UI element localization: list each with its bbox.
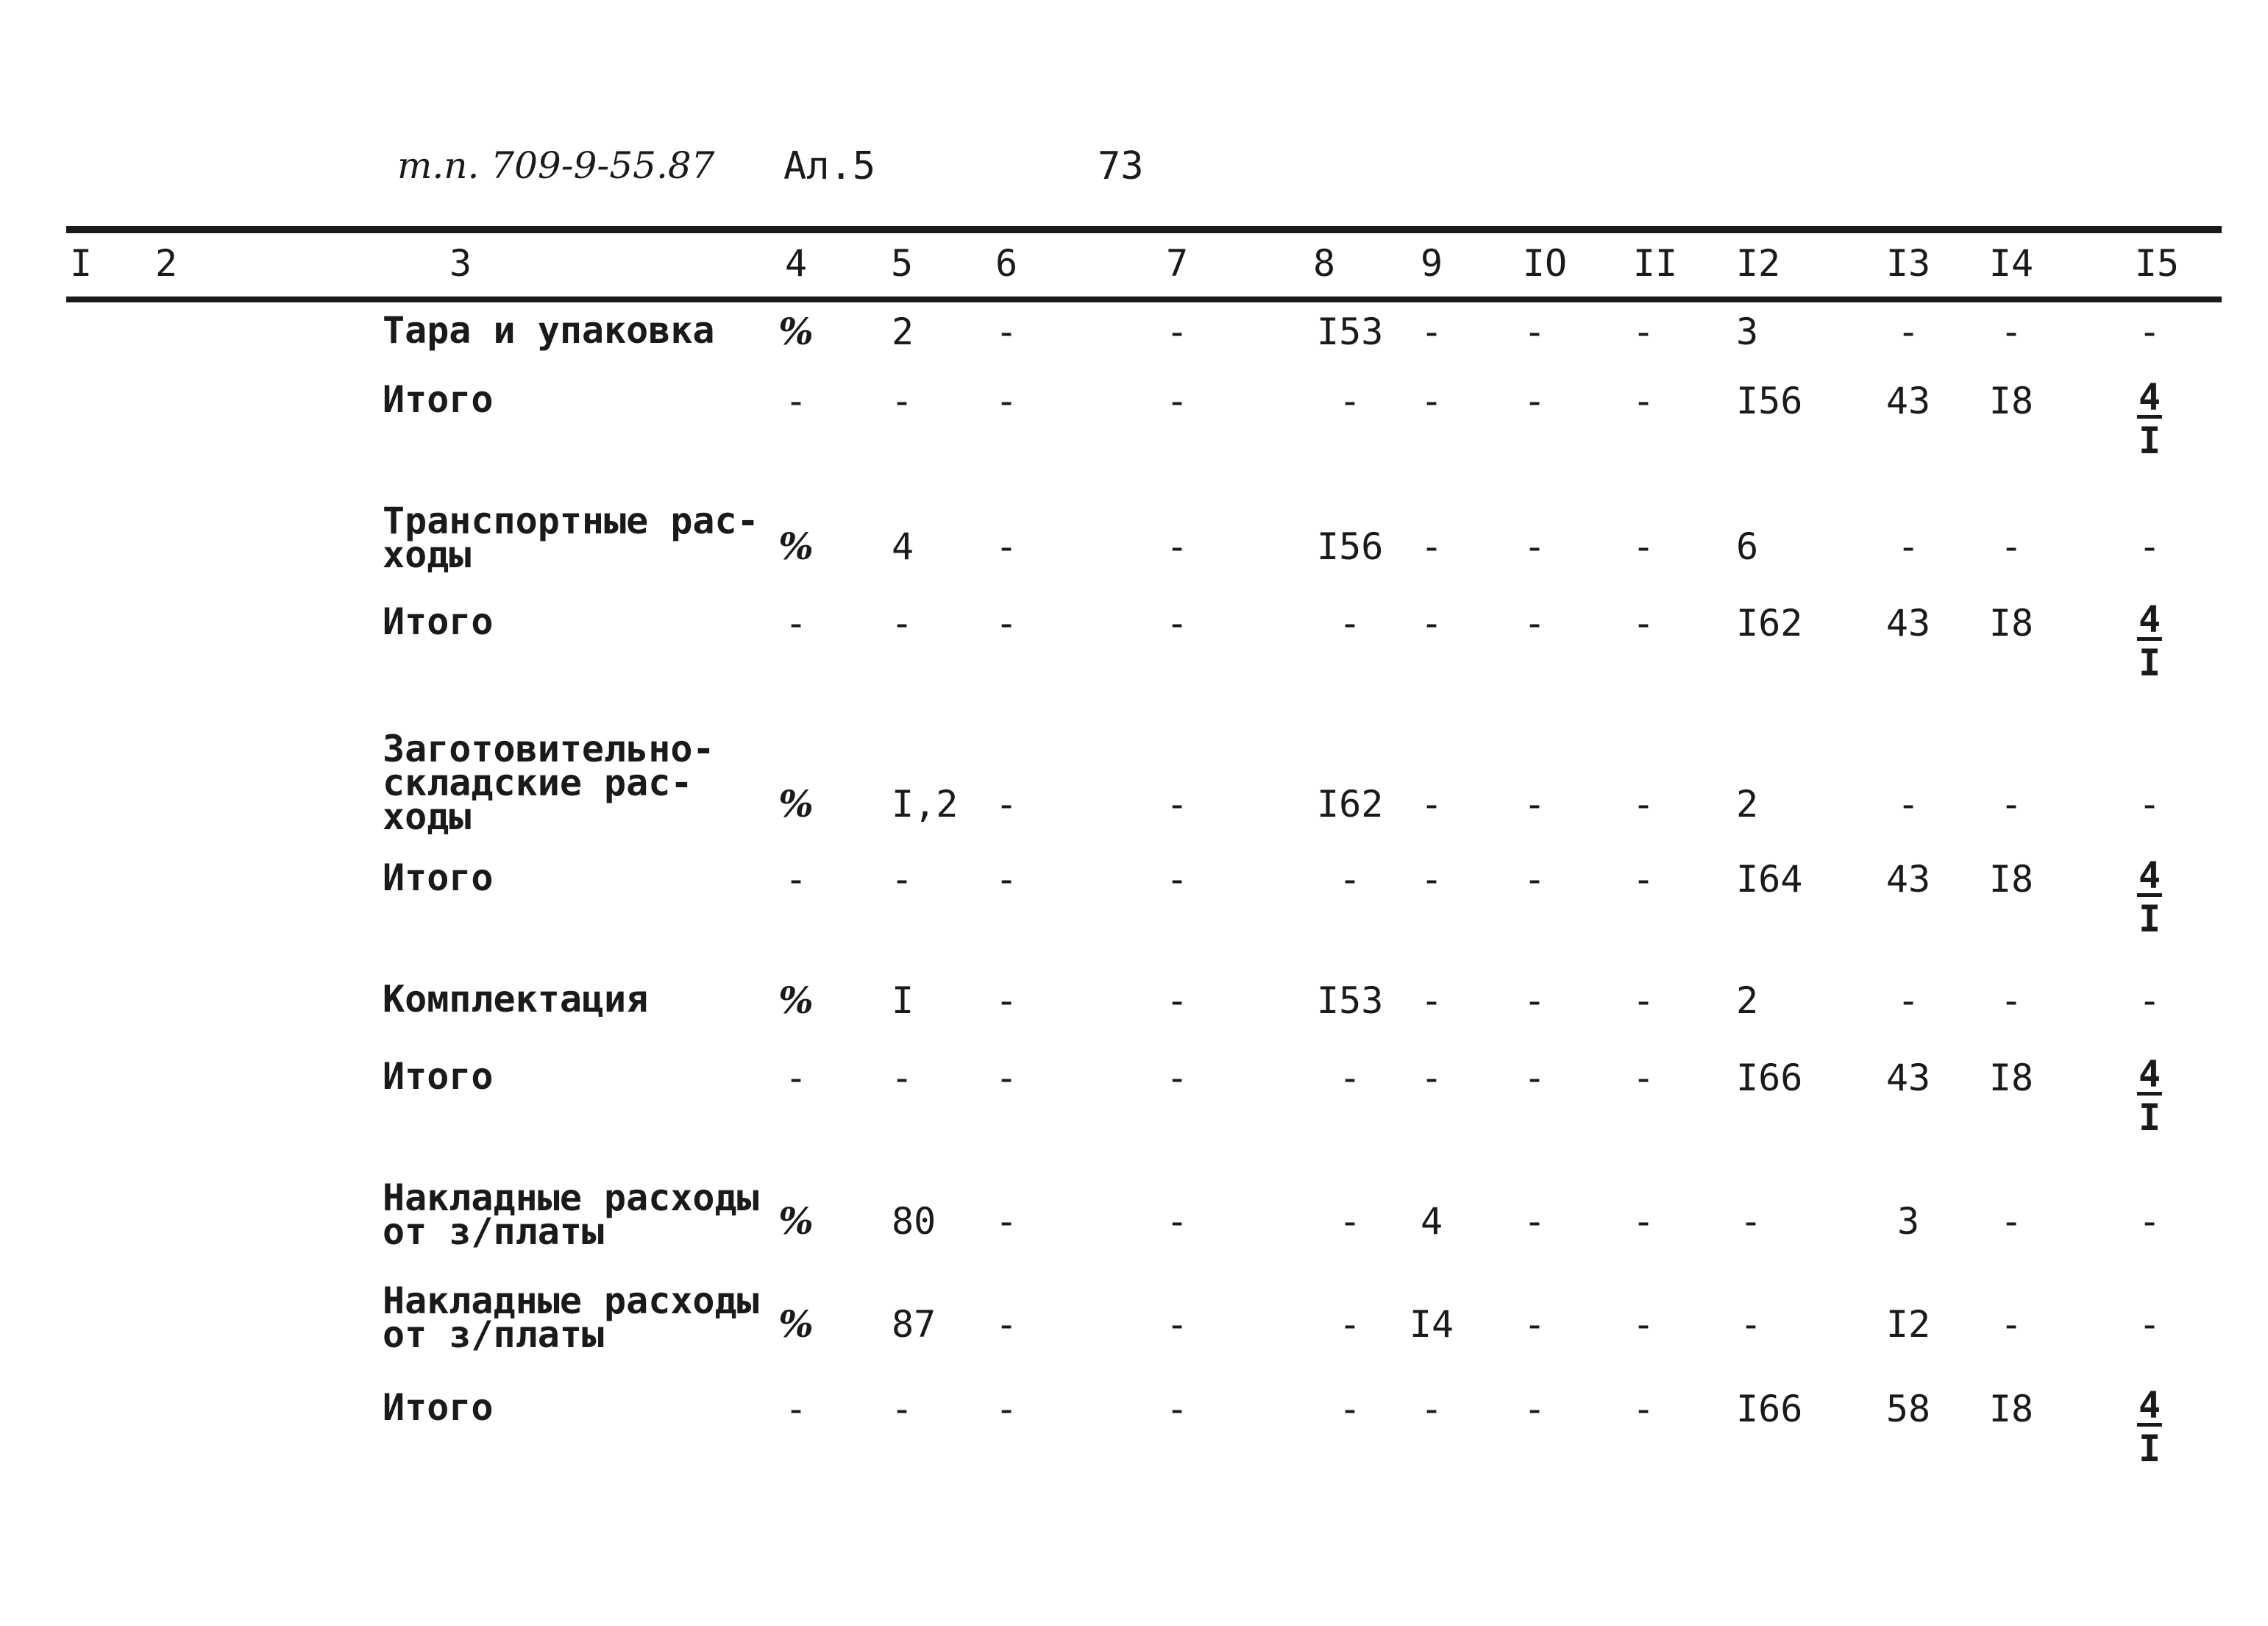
table-cell-col-14: - <box>1999 525 2023 568</box>
row-name: Итого <box>383 378 494 421</box>
table-cell-col-9: - <box>1420 979 1443 1022</box>
table-cell-col-4: % <box>778 1302 814 1346</box>
table-cell-col-11: - <box>1632 1057 1655 1099</box>
table-cell-col-8: - <box>1338 1200 1362 1243</box>
table-cell-col-11: - <box>1632 380 1655 422</box>
column-number: 6 <box>995 242 1018 285</box>
table-cell-col-15: - <box>2138 1303 2161 1346</box>
table-cell-col-6: - <box>995 858 1018 901</box>
table-cell-col-13: 43 <box>1885 1057 1931 1099</box>
row-name: Итого <box>383 856 494 899</box>
table-cell-col-7: - <box>1165 1303 1189 1346</box>
table-cell-col-13: - <box>1896 783 1920 826</box>
page-number: 73 <box>1098 144 1144 188</box>
table-cell-col-13: 43 <box>1885 380 1931 422</box>
table-cell-col-5: I,2 <box>892 783 959 826</box>
column-number: I5 <box>2134 242 2180 285</box>
table-cell-col-11: - <box>1632 602 1655 645</box>
row-name: Накладные расходы от з/платы <box>383 1279 759 1356</box>
table-cell-col-4: % <box>778 979 814 1022</box>
fraction-numerator: 4 <box>2138 376 2161 419</box>
table-cell-col-8: - <box>1338 1388 1362 1430</box>
table-cell-col-7: - <box>1165 310 1189 353</box>
table-cell-col-6: - <box>995 1388 1018 1430</box>
fraction-numerator: 4 <box>2138 1384 2161 1427</box>
table-cell-col-14: I8 <box>1988 1388 2034 1430</box>
fraction-numerator: 4 <box>2138 598 2161 641</box>
table-cell-col-7: - <box>1165 380 1189 422</box>
table-cell-col-11: - <box>1632 310 1655 353</box>
table-cell-col-8: I56 <box>1317 525 1384 568</box>
table-cell-col-9: - <box>1420 525 1443 568</box>
table-cell-col-14: I8 <box>1988 380 2034 422</box>
table-cell-col-5: - <box>890 602 914 645</box>
column-number: 2 <box>154 242 178 285</box>
table-cell-col-4: - <box>784 1057 808 1099</box>
table-cell-col-6: - <box>995 310 1018 353</box>
table-cell-col-9: - <box>1420 1388 1443 1430</box>
table-cell-col-14: - <box>1999 1200 2023 1243</box>
table-cell-col-10: - <box>1523 1057 1546 1099</box>
fraction-cell <box>2137 1053 2162 1140</box>
table-cell-col-12: I64 <box>1736 858 1803 901</box>
table-cell-col-10: - <box>1523 1388 1546 1430</box>
table-cell-col-8: I53 <box>1317 310 1384 353</box>
table-cell-col-4: - <box>784 1388 808 1430</box>
row-name: Тара и упаковка <box>383 309 715 352</box>
table-cell-col-10: - <box>1523 525 1546 568</box>
table-cell-col-9: - <box>1420 310 1443 353</box>
table-cell-col-13: - <box>1896 979 1920 1022</box>
table-cell-col-11: - <box>1632 1303 1655 1346</box>
table-cell-col-7: - <box>1165 858 1189 901</box>
table-cell-col-14: - <box>1999 1303 2023 1346</box>
column-number: 4 <box>784 242 808 285</box>
fraction-numerator: 4 <box>2138 854 2161 897</box>
table-cell-col-12: 3 <box>1736 310 1759 353</box>
table-cell-col-5: - <box>890 1388 914 1430</box>
table-cell-col-15: - <box>2138 783 2161 826</box>
fraction-cell <box>2137 376 2162 463</box>
table-cell-col-10: - <box>1523 1200 1546 1243</box>
table-cell-col-9: 4 <box>1420 1200 1443 1243</box>
table-cell-col-15: - <box>2138 1200 2161 1243</box>
table-cell-col-5: 87 <box>892 1303 936 1346</box>
column-number: I2 <box>1735 242 1781 285</box>
table-cell-col-4: % <box>778 782 814 826</box>
table-cell-col-6: - <box>995 783 1018 826</box>
table-cell-col-12: I66 <box>1736 1388 1803 1430</box>
table-cell-col-6: - <box>995 602 1018 645</box>
table-cell-col-7: - <box>1165 1057 1189 1099</box>
table-cell-col-4: % <box>778 1199 814 1243</box>
table-cell-col-7: - <box>1165 1200 1189 1243</box>
table-cell-col-9: - <box>1420 380 1443 422</box>
table-cell-col-12: - <box>1739 1303 1763 1346</box>
table-cell-col-9: - <box>1420 783 1443 826</box>
row-name: Транспортные рас- ходы <box>383 500 759 576</box>
table-cell-col-10: - <box>1523 310 1546 353</box>
table-cell-col-6: - <box>995 1200 1018 1243</box>
table-cell-col-11: - <box>1632 525 1655 568</box>
column-number: IO <box>1522 242 1568 285</box>
fraction-denominator: I <box>2138 419 2161 462</box>
column-number: 7 <box>1165 242 1189 285</box>
table-cell-col-10: - <box>1523 1303 1546 1346</box>
table-cell-col-5: - <box>890 858 914 901</box>
table-cell-col-11: - <box>1632 1388 1655 1430</box>
table-cell-col-6: - <box>995 380 1018 422</box>
table-cell-col-10: - <box>1523 602 1546 645</box>
table-cell-col-6: - <box>995 525 1018 568</box>
table-cell-col-8: I62 <box>1317 783 1384 826</box>
row-name: Итого <box>383 1055 494 1098</box>
table-cell-col-8: I53 <box>1317 979 1384 1022</box>
table-cell-col-14: - <box>1999 310 2023 353</box>
column-number: 9 <box>1420 242 1443 285</box>
table-cell-col-6: - <box>995 1303 1018 1346</box>
table-cell-col-13: 43 <box>1885 602 1931 645</box>
table-cell-col-8: - <box>1338 380 1362 422</box>
table-cell-col-13: 43 <box>1885 858 1931 901</box>
table-cell-col-13: I2 <box>1885 1303 1931 1346</box>
table-cell-col-7: - <box>1165 1388 1189 1430</box>
table-cell-col-15: - <box>2138 310 2161 353</box>
table-cell-col-12: 2 <box>1736 979 1759 1022</box>
table-cell-col-10: - <box>1523 979 1546 1022</box>
column-number: 5 <box>890 242 914 285</box>
table-cell-col-10: - <box>1523 858 1546 901</box>
table-cell-col-12: I56 <box>1736 380 1803 422</box>
table-cell-col-14: - <box>1999 979 2023 1022</box>
table-cell-col-11: - <box>1632 979 1655 1022</box>
table-cell-col-8: - <box>1338 1303 1362 1346</box>
table-cell-col-14: I8 <box>1988 602 2034 645</box>
table-cell-col-12: I66 <box>1736 1057 1803 1099</box>
table-cell-col-4: % <box>778 310 814 353</box>
fraction-denominator: I <box>2138 1427 2161 1470</box>
table-cell-col-7: - <box>1165 602 1189 645</box>
table-cell-col-12: 6 <box>1736 525 1759 568</box>
table-cell-col-8: - <box>1338 858 1362 901</box>
fraction-denominator: I <box>2138 642 2161 684</box>
row-name: Накладные расходы от з/платы <box>383 1176 759 1253</box>
table-cell-col-13: - <box>1896 525 1920 568</box>
table-cell-col-4: - <box>784 858 808 901</box>
table-cell-col-14: I8 <box>1988 858 2034 901</box>
column-number: I <box>69 242 93 285</box>
table-cell-col-9: - <box>1420 858 1443 901</box>
fraction-cell <box>2137 854 2162 941</box>
fraction-denominator: I <box>2138 898 2161 940</box>
table-cell-col-10: - <box>1523 783 1546 826</box>
table-cell-col-11: - <box>1632 783 1655 826</box>
row-name: Комплектация <box>383 978 649 1020</box>
table-cell-col-4: - <box>784 380 808 422</box>
table-cell-col-12: I62 <box>1736 602 1803 645</box>
row-name: Заготовительно- складские рас- ходы <box>383 728 715 838</box>
table-cell-col-10: - <box>1523 380 1546 422</box>
table-cell-col-7: - <box>1165 783 1189 826</box>
table-cell-col-12: - <box>1739 1200 1763 1243</box>
table-cell-col-5: - <box>890 1057 914 1099</box>
row-name: Итого <box>383 1386 494 1429</box>
table-cell-col-5: - <box>890 380 914 422</box>
fraction-numerator: 4 <box>2138 1053 2161 1096</box>
column-number: I3 <box>1885 242 1931 285</box>
table-cell-col-14: I8 <box>1988 1057 2034 1099</box>
project-code: т.п. 709-9-55.87 <box>397 144 715 187</box>
column-number: 8 <box>1312 242 1336 285</box>
fraction-denominator: I <box>2138 1096 2161 1139</box>
table-cell-col-13: 58 <box>1885 1388 1931 1430</box>
table-cell-col-9: I4 <box>1409 1303 1454 1346</box>
table-header-rule <box>66 297 2222 302</box>
column-number: I4 <box>1988 242 2034 285</box>
table-top-rule <box>66 226 2222 233</box>
table-cell-col-11: - <box>1632 858 1655 901</box>
table-cell-col-9: - <box>1420 1057 1443 1099</box>
fraction-cell <box>2137 598 2162 685</box>
table-cell-col-12: 2 <box>1736 783 1759 826</box>
table-cell-col-7: - <box>1165 525 1189 568</box>
table-cell-col-5: 2 <box>892 310 914 353</box>
column-number: 3 <box>449 242 472 285</box>
table-cell-col-15: - <box>2138 979 2161 1022</box>
sheet-label: Ал.5 <box>783 144 876 188</box>
table-cell-col-4: - <box>784 602 808 645</box>
table-cell-col-11: - <box>1632 1200 1655 1243</box>
table-cell-col-14: - <box>1999 783 2023 826</box>
column-number: II <box>1632 242 1678 285</box>
table-cell-col-7: - <box>1165 979 1189 1022</box>
table-cell-col-4: % <box>778 525 814 568</box>
table-cell-col-8: - <box>1338 602 1362 645</box>
fraction-cell <box>2137 1384 2162 1471</box>
table-cell-col-15: - <box>2138 525 2161 568</box>
table-cell-col-13: - <box>1896 310 1920 353</box>
row-name: Итого <box>383 600 494 643</box>
table-cell-col-6: - <box>995 1057 1018 1099</box>
table-cell-col-5: 80 <box>892 1200 936 1243</box>
table-cell-col-5: I <box>892 979 914 1022</box>
table-cell-col-13: 3 <box>1896 1200 1920 1243</box>
table-cell-col-8: - <box>1338 1057 1362 1099</box>
table-cell-col-9: - <box>1420 602 1443 645</box>
table-cell-col-5: 4 <box>892 525 914 568</box>
table-cell-col-6: - <box>995 979 1018 1022</box>
